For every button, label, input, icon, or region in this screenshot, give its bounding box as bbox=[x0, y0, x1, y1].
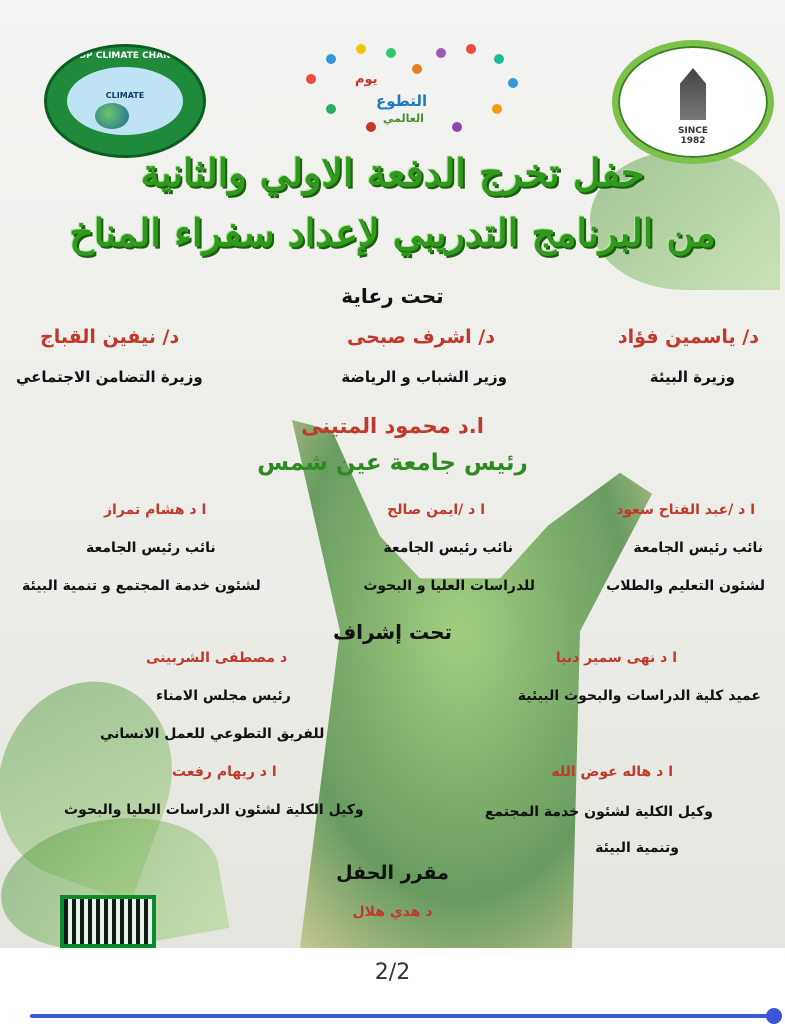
patron-title: وزير الشباب و الرياضة bbox=[341, 368, 507, 386]
faculty-logo bbox=[612, 40, 774, 164]
logo-ring-text: STOP CLIMATE CHANGE bbox=[65, 51, 185, 61]
supervisor-line: رئيس مجلس الامناء bbox=[156, 688, 291, 704]
patron-title: وزيرة التضامن الاجتماعي bbox=[16, 368, 203, 386]
day-text-line1: يوم bbox=[355, 72, 378, 87]
page-progress-thumb[interactable] bbox=[766, 1008, 782, 1024]
supervisor-name: د مصطفى الشربينى bbox=[146, 650, 288, 666]
title-line1: حفل تخرج الدفعة الاولي والثانية bbox=[140, 150, 645, 195]
rapporteur-heading: مقرر الحفل bbox=[336, 862, 449, 884]
patronage-heading: تحت رعاية bbox=[341, 284, 444, 308]
qr-code-icon bbox=[60, 895, 156, 948]
vp-name: ا د /عبد الفتاح سعود bbox=[616, 502, 755, 518]
patron-name: د/ نيفين القباج bbox=[40, 326, 180, 348]
logo-inner bbox=[67, 67, 183, 135]
title-line2: من البرنامج التدريبي لإعداد سفراء المناخ bbox=[69, 210, 716, 255]
vp-name: ا د /ايمن صالح bbox=[387, 502, 485, 518]
university-tower-icon bbox=[680, 68, 706, 120]
logo-since-text: SINCE 1982 bbox=[677, 126, 709, 146]
logo-sub-text: CLIMATE bbox=[105, 91, 145, 100]
page-progress-track[interactable] bbox=[30, 1014, 778, 1018]
vp-title: نائب رئيس الجامعة bbox=[633, 540, 763, 556]
patron-title: وزيرة البيئة bbox=[649, 368, 735, 386]
president-name: ا.د محمود المتينى bbox=[301, 414, 484, 438]
day-text-line3: العالمي bbox=[383, 112, 424, 125]
supervisor-name: ا د هاله عوض الله bbox=[551, 764, 673, 780]
globe-hands-icon bbox=[95, 103, 129, 129]
vp-sector: لشئون التعليم والطلاب bbox=[606, 578, 765, 594]
vp-title: نائب رئيس الجامعة bbox=[383, 540, 513, 556]
vp-name: ا د هشام تمراز bbox=[104, 502, 207, 518]
supervision-heading: تحت إشراف bbox=[332, 620, 453, 644]
supervisor-name: ا د ريهام رفعت bbox=[172, 764, 277, 780]
day-text-line2: التطوع bbox=[376, 92, 428, 110]
patron-name: د/ اشرف صبحى bbox=[346, 326, 495, 348]
vp-sector: لشئون خدمة المجتمع و تنمية البيئة bbox=[22, 578, 261, 594]
supervisor-name: ا د نهى سمير دنيا bbox=[555, 650, 677, 666]
supervisor-line: وكيل الكلية لشئون خدمة المجتمع bbox=[484, 804, 713, 820]
supervisor-line: عميد كلية الدراسات والبحوث البيئية bbox=[517, 688, 761, 704]
vp-title: نائب رئيس الجامعة bbox=[86, 540, 216, 556]
page-indicator: 2/2 bbox=[374, 960, 411, 985]
supervisor-line: وتنمية البيئة bbox=[595, 840, 679, 856]
supervisor-line: وكيل الكلية لشئون الدراسات العليا والبحوث bbox=[64, 802, 364, 818]
vp-sector: للدراسات العليا و البحوث bbox=[363, 578, 535, 594]
president-title: رئيس جامعة عين شمس bbox=[257, 450, 528, 476]
stop-climate-change-logo bbox=[44, 44, 206, 158]
patron-name: د/ ياسمين فؤاد bbox=[617, 326, 759, 348]
rapporteur-name: د هدي هلال bbox=[352, 904, 433, 920]
supervisor-line: للفريق التطوعي للعمل الانساني bbox=[100, 726, 325, 742]
